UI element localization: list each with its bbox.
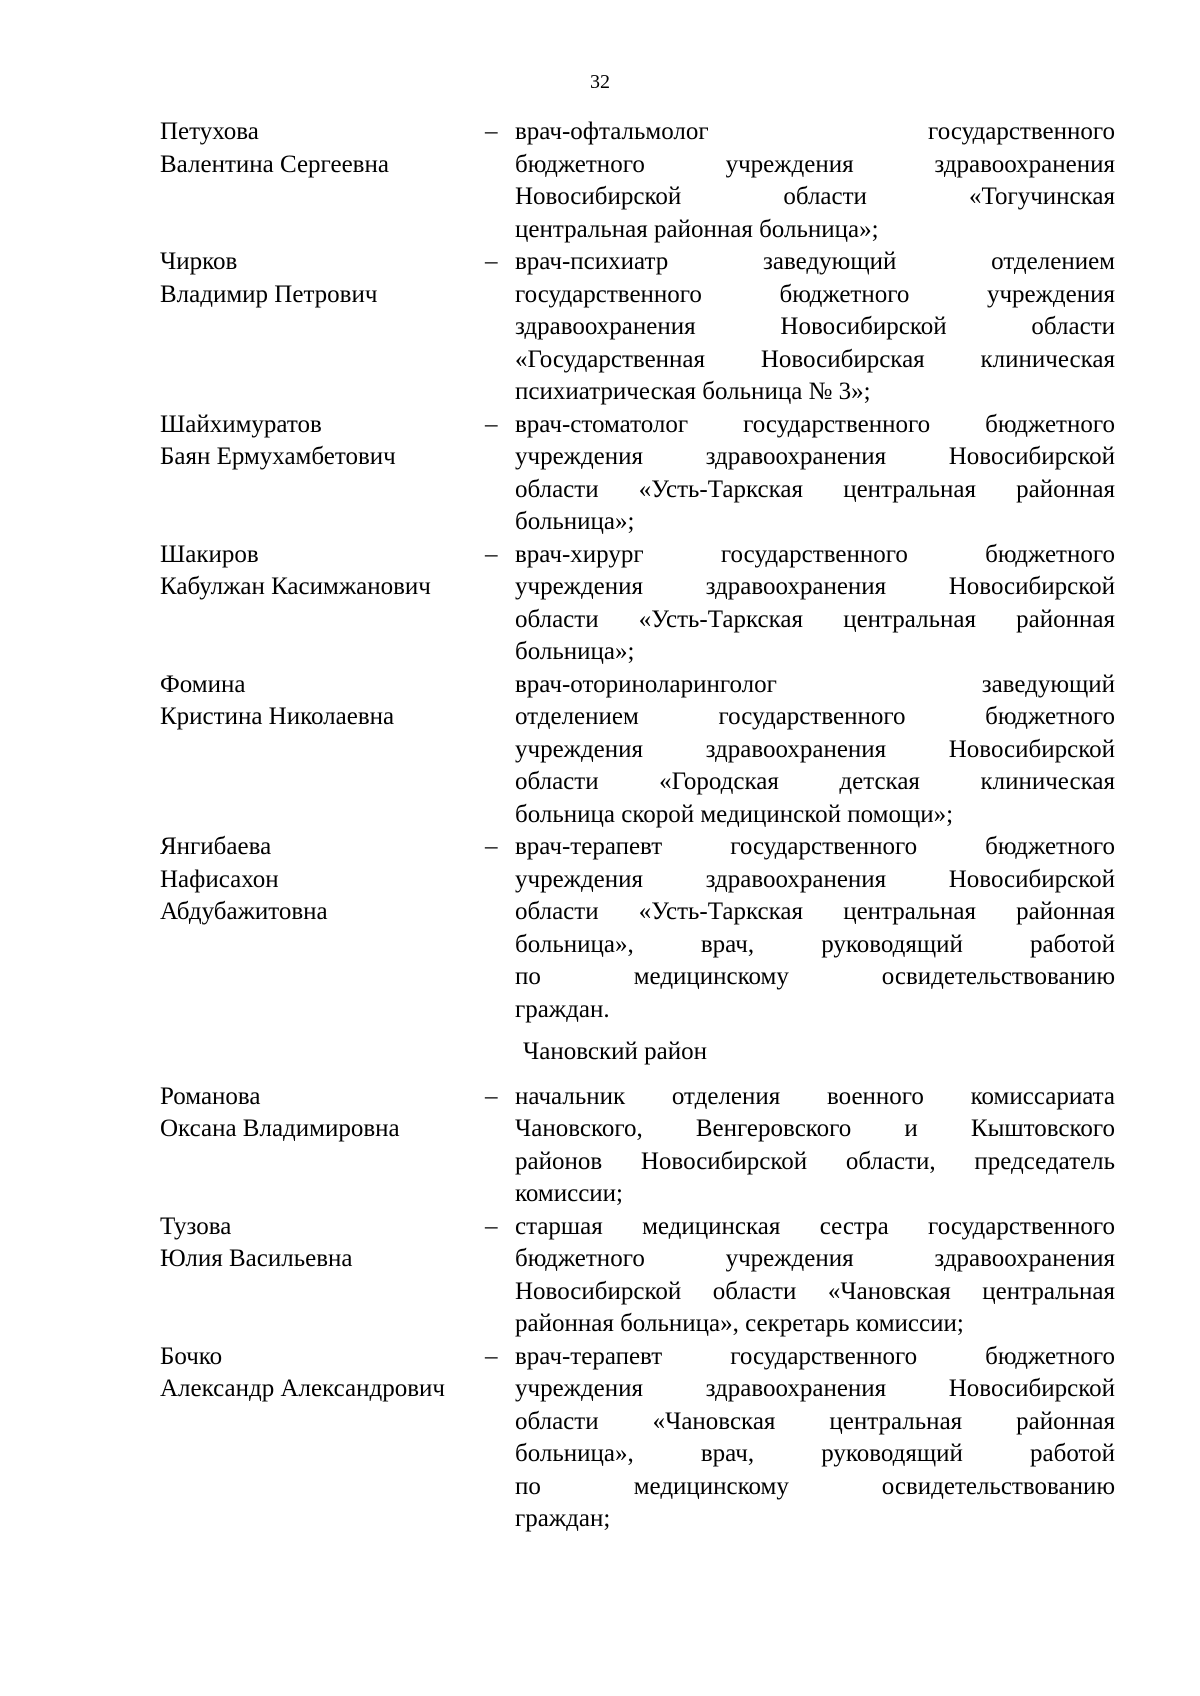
member-position bbox=[515, 1081, 1115, 1211]
member-name-line: Тузова bbox=[160, 1212, 232, 1240]
member-name-line: Бочко bbox=[160, 1342, 223, 1370]
dash-separator: – bbox=[485, 1212, 498, 1240]
member-position-line: врач-терапевт государственного бюджетного bbox=[515, 833, 1115, 860]
member-position-line: начальник отделения военного комиссариата bbox=[515, 1082, 1115, 1110]
member-name-line: Абдубажитовна bbox=[160, 898, 328, 925]
dash-separator: – bbox=[485, 833, 498, 860]
member-position-line: психиатрическая больница № 3»; bbox=[515, 378, 871, 405]
member-position bbox=[515, 539, 1115, 669]
member-position-line: Чановского, Венгеровского и Кыштовского bbox=[515, 1115, 1115, 1142]
member-position bbox=[515, 1211, 1115, 1341]
member-position-line: комиссии; bbox=[515, 1180, 623, 1207]
member-position-line: граждан; bbox=[515, 1505, 611, 1532]
member-position-line: здравоохранения Новосибирской области bbox=[515, 313, 1115, 340]
member-name-line: Владимир Петрович bbox=[160, 280, 378, 308]
member-position-line: области «Усть-Таркская центральная районная bbox=[515, 475, 1115, 503]
dash-separator: – bbox=[485, 410, 498, 438]
member-name-line: Кристина Николаевна bbox=[160, 703, 395, 730]
member-position-line: учреждения здравоохранения Новосибирской bbox=[515, 735, 1115, 763]
member-position-line: больница», врач, руководящий работой bbox=[515, 1440, 1115, 1467]
member-position bbox=[515, 831, 1115, 1026]
member-position-line: по медицинскому освидетельствованию bbox=[515, 1472, 1115, 1500]
page-number: 32 bbox=[590, 71, 610, 93]
member-position-line: больница»; bbox=[515, 638, 635, 665]
member-position-line: врач-психиатр заведующий отделением bbox=[515, 248, 1115, 275]
member-name-line: Нафисахон bbox=[160, 865, 279, 893]
member-name-line: Оксана Владимировна bbox=[160, 1115, 400, 1142]
member-name bbox=[160, 1341, 485, 1536]
member-entry bbox=[160, 539, 1130, 669]
member-position-line: по медицинскому освидетельствованию bbox=[515, 963, 1115, 990]
member-name bbox=[160, 669, 485, 832]
member-list-part1 bbox=[160, 116, 1130, 1026]
member-position-line: бюджетного учреждения здравоохранения bbox=[515, 1245, 1115, 1272]
member-position-line: районов Новосибирской области, председатель bbox=[515, 1147, 1115, 1175]
member-entry bbox=[160, 669, 1130, 832]
member-name-line: Романова bbox=[160, 1082, 261, 1110]
member-name-line: Янгибаева bbox=[160, 833, 272, 860]
member-position-line: больница»; bbox=[515, 508, 635, 535]
member-name bbox=[160, 831, 485, 1026]
member-position-line: учреждения здравоохранения Новосибирской bbox=[515, 443, 1115, 470]
member-entry bbox=[160, 1081, 1130, 1211]
member-position-line: центральная районная больница»; bbox=[515, 215, 879, 243]
member-name-line: Кабулжан Касимжанович bbox=[160, 573, 431, 600]
dash-separator: – bbox=[485, 1082, 498, 1110]
section-title: Чановский район bbox=[523, 1038, 707, 1065]
dash-separator: – bbox=[485, 540, 498, 568]
member-name bbox=[160, 1211, 485, 1341]
member-list-part2 bbox=[160, 1081, 1130, 1536]
member-position bbox=[515, 116, 1115, 246]
member-position-line: врач-офтальмолог государственного bbox=[515, 118, 1115, 145]
member-position-line: государственного бюджетного учреждения bbox=[515, 280, 1115, 308]
member-position-line: бюджетного учреждения здравоохранения bbox=[515, 150, 1115, 178]
member-name bbox=[160, 1081, 485, 1211]
member-name-line: Чирков bbox=[160, 248, 238, 275]
member-name bbox=[160, 246, 485, 409]
member-position-line: Новосибирской области «Чановская центральная bbox=[515, 1277, 1115, 1305]
member-position-line: больница скорой медицинской помощи»; bbox=[515, 800, 954, 828]
member-position-line: области «Усть-Таркская центральная районная bbox=[515, 898, 1115, 925]
member-position-line: врач-оториноларинголог заведующий bbox=[515, 670, 1115, 698]
member-position bbox=[515, 246, 1115, 409]
member-entry bbox=[160, 246, 1130, 409]
member-name-line: Александр Александрович bbox=[160, 1375, 445, 1402]
member-name-line: Шайхимуратов bbox=[160, 410, 322, 438]
member-position-line: отделением государственного бюджетного bbox=[515, 703, 1115, 730]
member-position-line: Новосибирской области «Тогучинская bbox=[515, 183, 1115, 210]
member-position bbox=[515, 669, 1115, 832]
member-position bbox=[515, 409, 1115, 539]
member-position bbox=[515, 1341, 1115, 1536]
member-position-line: старшая медицинская сестра государственного bbox=[515, 1212, 1115, 1240]
member-position-line: врач-терапевт государственного бюджетного bbox=[515, 1342, 1115, 1370]
dash-separator: – bbox=[485, 1342, 498, 1370]
member-position-line: врач-хирург государственного бюджетного bbox=[515, 540, 1115, 568]
member-entry bbox=[160, 1341, 1130, 1536]
member-name-line: Валентина Сергеевна bbox=[160, 150, 389, 178]
dash-separator: – bbox=[485, 248, 498, 275]
member-position-line: учреждения здравоохранения Новосибирской bbox=[515, 865, 1115, 893]
member-name-line: Юлия Васильевна bbox=[160, 1245, 353, 1272]
member-name bbox=[160, 539, 485, 669]
dash-separator: – bbox=[485, 118, 498, 145]
member-position-line: области «Чановская центральная районная bbox=[515, 1407, 1115, 1435]
member-entry bbox=[160, 831, 1130, 1026]
member-entry bbox=[160, 116, 1130, 246]
dash-separator bbox=[485, 669, 515, 832]
member-position-line: учреждения здравоохранения Новосибирской bbox=[515, 1375, 1115, 1402]
member-name-line: Петухова bbox=[160, 118, 259, 145]
member-entry bbox=[160, 409, 1130, 539]
member-position-line: граждан. bbox=[515, 995, 610, 1023]
member-position-line: врач-стоматолог государственного бюджетного bbox=[515, 410, 1115, 438]
member-position-line: «Государственная Новосибирская клиническая bbox=[515, 345, 1115, 373]
commission-list bbox=[160, 116, 1130, 1536]
member-name bbox=[160, 409, 485, 539]
member-name-line: Баян Ермухамбетович bbox=[160, 443, 396, 470]
member-name-line: Фомина bbox=[160, 670, 246, 698]
member-position-line: районная больница», секретарь комиссии; bbox=[515, 1310, 964, 1337]
member-position-line: области «Городская детская клиническая bbox=[515, 768, 1115, 795]
member-name-line: Шакиров bbox=[160, 540, 259, 568]
member-position-line: больница», врач, руководящий работой bbox=[515, 930, 1115, 958]
member-position-line: области «Усть-Таркская центральная районная bbox=[515, 605, 1115, 633]
member-name bbox=[160, 116, 485, 246]
member-position-line: учреждения здравоохранения Новосибирской bbox=[515, 573, 1115, 600]
member-entry bbox=[160, 1211, 1130, 1341]
